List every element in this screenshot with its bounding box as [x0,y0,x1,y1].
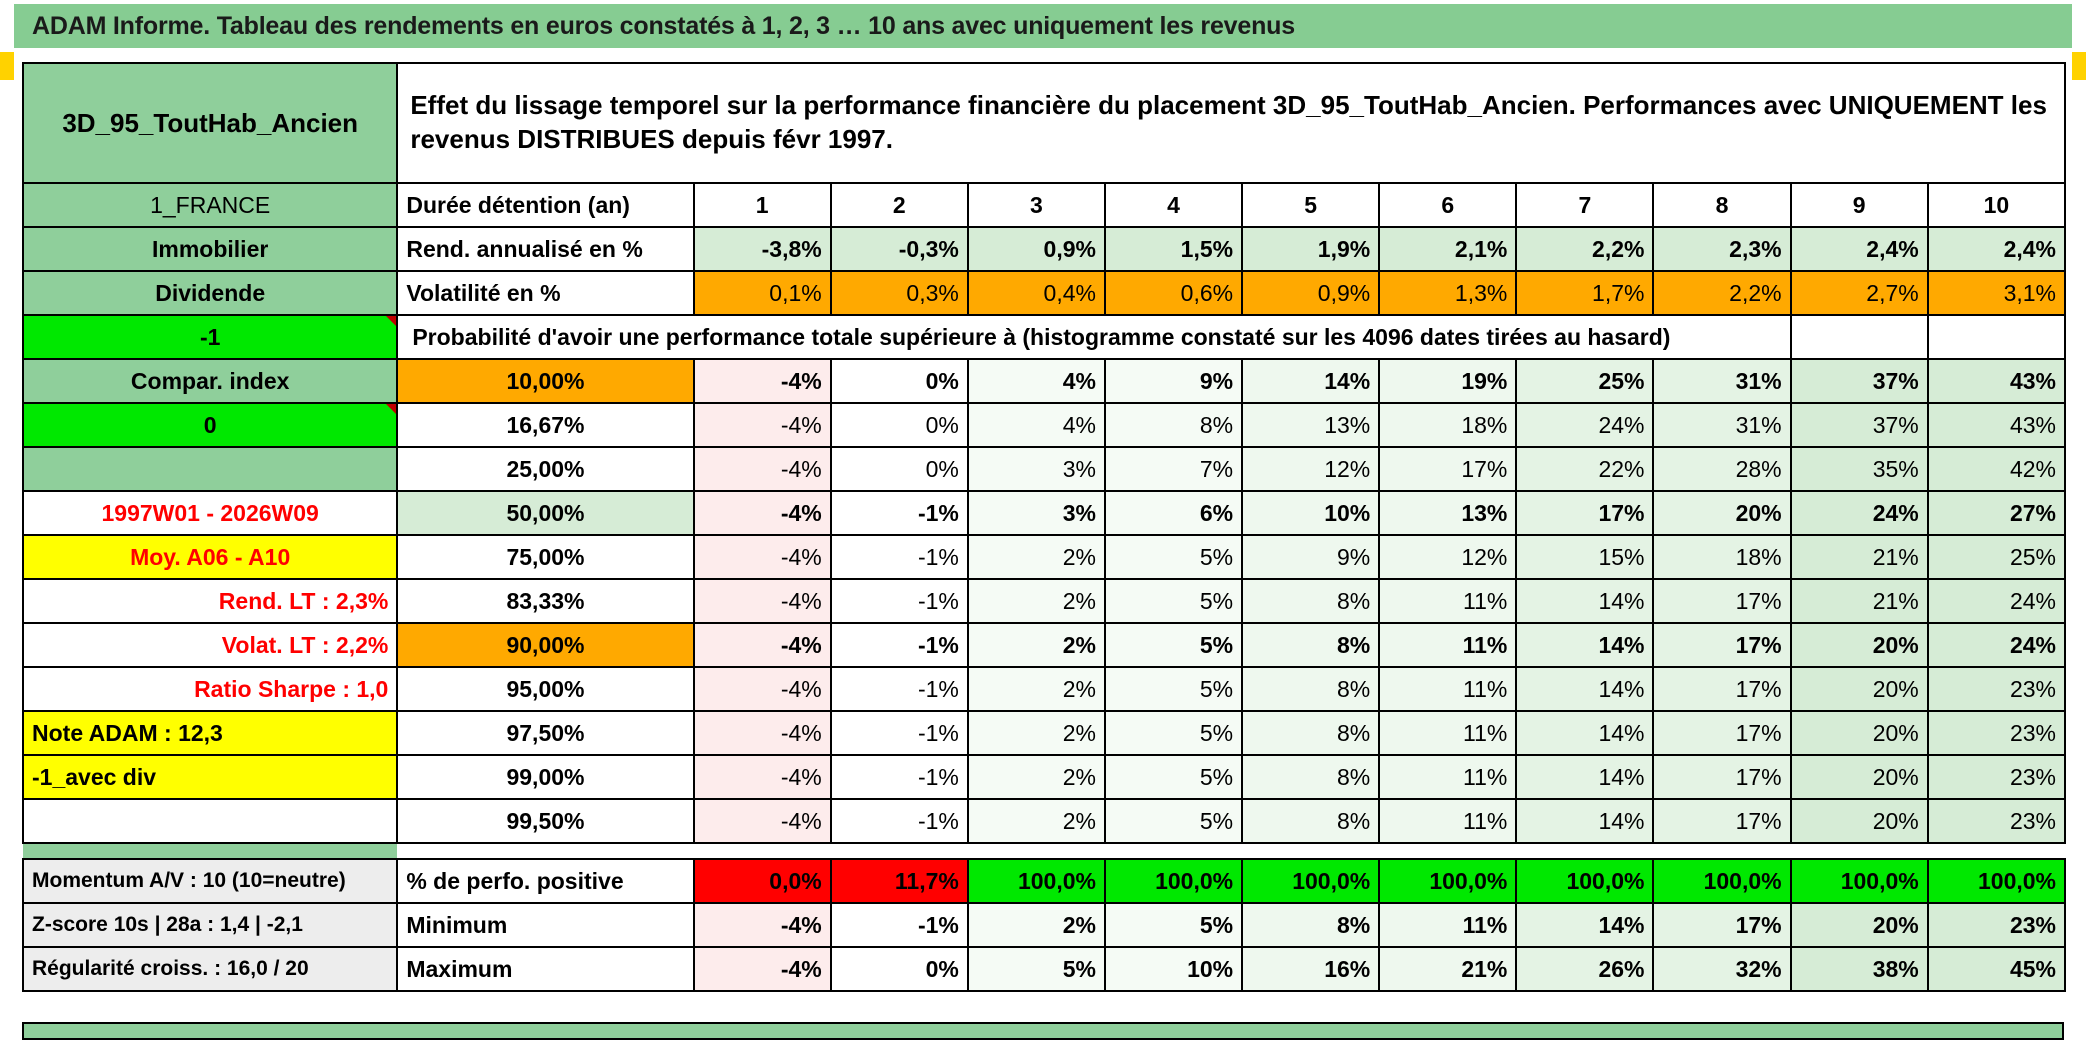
p8-v8: 17% [1653,711,1790,755]
percentile-label-5: 83,33% [397,579,693,623]
p9-v1: -4% [694,755,831,799]
sidebar-regularite: Régularité croiss. : 16,0 / 20 [23,947,397,991]
p2-v7: 22% [1516,447,1653,491]
min-v2: -1% [831,903,968,947]
positive-label: % de perfo. positive [397,859,693,903]
volatility-v2: 0,3% [831,271,968,315]
min-v7: 14% [1516,903,1653,947]
annualised-v1: -3,8% [694,227,831,271]
min-v8: 17% [1653,903,1790,947]
p8-v4: 5% [1105,711,1242,755]
sidebar-compare-index: Compar. index [23,359,397,403]
year-col-10: 10 [1928,183,2065,227]
product-name-cell: 3D_95_ToutHab_Ancien [23,63,397,183]
min-v5: 8% [1242,903,1379,947]
p2-v4: 7% [1105,447,1242,491]
bottom-green-strip [22,1022,2064,1040]
p3-v9: 24% [1791,491,1928,535]
year-col-7: 7 [1516,183,1653,227]
p5-v4: 5% [1105,579,1242,623]
max-v7: 26% [1516,947,1653,991]
p8-v7: 14% [1516,711,1653,755]
p6-v7: 14% [1516,623,1653,667]
sidebar-blank-2 [23,799,397,843]
sidebar-index-code: -1 [23,315,397,359]
p4-v3: 2% [968,535,1105,579]
p10-v2: -1% [831,799,968,843]
p9-v2: -1% [831,755,968,799]
table-row-proba-banner [23,315,2065,359]
percentile-label-2: 25,00% [397,447,693,491]
p9-v6: 11% [1379,755,1516,799]
p6-v5: 8% [1242,623,1379,667]
right-edge-strip [2072,0,2086,1044]
annualised-v5: 1,9% [1242,227,1379,271]
p5-v2: -1% [831,579,968,623]
volatility-label: Volatilité en % [397,271,693,315]
p6-v1: -4% [694,623,831,667]
percentile-label-1: 16,67% [397,403,693,447]
table-row-header [23,63,2065,183]
p7-v8: 17% [1653,667,1790,711]
sidebar-moy: Moy. A06 - A10 [23,535,397,579]
p5-v6: 11% [1379,579,1516,623]
p1-v7: 24% [1516,403,1653,447]
annualised-v9: 2,4% [1791,227,1928,271]
p0-v4: 9% [1105,359,1242,403]
table-row-positive [23,859,2065,903]
sidebar-note-adam: Note ADAM : 12,3 [23,711,397,755]
p1-v5: 13% [1242,403,1379,447]
p8-v6: 11% [1379,711,1516,755]
table-row-minimum [23,903,2065,947]
max-v6: 21% [1379,947,1516,991]
sidebar-volat-lt: Volat. LT : 2,2% [23,623,397,667]
pos-v4: 100,0% [1105,859,1242,903]
percentile-label-7: 95,00% [397,667,693,711]
volatility-v5: 0,9% [1242,271,1379,315]
p8-v3: 2% [968,711,1105,755]
table-row-percentile-8333 [23,579,2065,623]
sidebar-asset: Immobilier [23,227,397,271]
year-col-8: 8 [1653,183,1790,227]
table-row-percentile-995 [23,799,2065,843]
min-v4: 5% [1105,903,1242,947]
p5-v10: 24% [1928,579,2065,623]
p3-v10: 27% [1928,491,2065,535]
max-v5: 16% [1242,947,1379,991]
p4-v5: 9% [1242,535,1379,579]
percentile-label-3: 50,00% [397,491,693,535]
table-row-volatility [23,271,2065,315]
min-v6: 11% [1379,903,1516,947]
p3-v4: 6% [1105,491,1242,535]
percentile-label-10: 99,50% [397,799,693,843]
p6-v4: 5% [1105,623,1242,667]
pos-v10: 100,0% [1928,859,2065,903]
p3-v8: 20% [1653,491,1790,535]
left-edge-strip [0,0,14,1044]
volatility-v7: 1,7% [1516,271,1653,315]
p10-v1: -4% [694,799,831,843]
p5-v9: 21% [1791,579,1928,623]
p4-v2: -1% [831,535,968,579]
p0-v7: 25% [1516,359,1653,403]
p8-v9: 20% [1791,711,1928,755]
results-table [22,62,2066,992]
volatility-v6: 1,3% [1379,271,1516,315]
table-row-percentile-975 [23,711,2065,755]
p9-v10: 23% [1928,755,2065,799]
table-row-percentile-90 [23,623,2065,667]
p9-v4: 5% [1105,755,1242,799]
p0-v1: -4% [694,359,831,403]
p10-v9: 20% [1791,799,1928,843]
percentile-label-6: 90,00% [397,623,693,667]
p7-v4: 5% [1105,667,1242,711]
p3-v7: 17% [1516,491,1653,535]
p2-v3: 3% [968,447,1105,491]
annualised-v4: 1,5% [1105,227,1242,271]
table-row-percentile-1667 [23,403,2065,447]
p1-v8: 31% [1653,403,1790,447]
p8-v5: 8% [1242,711,1379,755]
page-title: ADAM Informe. Tableau des rendements en euros constatés à 1, 2, 3 … 10 ans avec uniquement les revenus [32,11,1295,40]
report-title-bar [14,4,2072,48]
table-row-years [23,183,2065,227]
p10-v7: 14% [1516,799,1653,843]
max-v9: 38% [1791,947,1928,991]
sidebar-avec-div: -1_avec div [23,755,397,799]
p0-v5: 14% [1242,359,1379,403]
proba-banner-pad2 [1928,315,2065,359]
pos-v1: 0,0% [694,859,831,903]
right-yellow-marker [2072,52,2086,80]
p4-v8: 18% [1653,535,1790,579]
p4-v7: 15% [1516,535,1653,579]
p10-v3: 2% [968,799,1105,843]
maximum-label: Maximum [397,947,693,991]
volatility-v10: 3,1% [1928,271,2065,315]
volatility-v9: 2,7% [1791,271,1928,315]
pos-v5: 100,0% [1242,859,1379,903]
p0-v9: 37% [1791,359,1928,403]
sidebar-blank-1 [23,447,397,491]
year-col-2: 2 [831,183,968,227]
p1-v4: 8% [1105,403,1242,447]
min-v3: 2% [968,903,1105,947]
max-v2: 0% [831,947,968,991]
min-v1: -4% [694,903,831,947]
p6-v6: 11% [1379,623,1516,667]
p3-v5: 10% [1242,491,1379,535]
p10-v10: 23% [1928,799,2065,843]
table-row-percentile-10 [23,359,2065,403]
volatility-v8: 2,2% [1653,271,1790,315]
max-v10: 45% [1928,947,2065,991]
year-col-5: 5 [1242,183,1379,227]
sidebar-momentum: Momentum A/V : 10 (10=neutre) [23,859,397,903]
p0-v6: 19% [1379,359,1516,403]
year-col-4: 4 [1105,183,1242,227]
annualised-v3: 0,9% [968,227,1105,271]
annualised-v8: 2,3% [1653,227,1790,271]
p5-v8: 17% [1653,579,1790,623]
pos-v3: 100,0% [968,859,1105,903]
p8-v1: -4% [694,711,831,755]
p8-v10: 23% [1928,711,2065,755]
pos-v7: 100,0% [1516,859,1653,903]
p2-v10: 42% [1928,447,2065,491]
p2-v5: 12% [1242,447,1379,491]
sidebar-country: 1_FRANCE [23,183,397,227]
annualised-v6: 2,1% [1379,227,1516,271]
percentile-label-4: 75,00% [397,535,693,579]
p9-v5: 8% [1242,755,1379,799]
duration-label: Durée détention (an) [397,183,693,227]
table-row-percentile-50 [23,491,2065,535]
sidebar-period: 1997W01 - 2026W09 [23,491,397,535]
p4-v9: 21% [1791,535,1928,579]
annualised-v2: -0,3% [831,227,968,271]
p9-v8: 17% [1653,755,1790,799]
p2-v1: -4% [694,447,831,491]
p7-v2: -1% [831,667,968,711]
table-row-percentile-25 [23,447,2065,491]
p9-v7: 14% [1516,755,1653,799]
p9-v9: 20% [1791,755,1928,799]
p1-v2: 0% [831,403,968,447]
minimum-label: Minimum [397,903,693,947]
p0-v2: 0% [831,359,968,403]
volatility-v3: 0,4% [968,271,1105,315]
year-col-3: 3 [968,183,1105,227]
p6-v2: -1% [831,623,968,667]
annualised-label: Rend. annualisé en % [397,227,693,271]
p10-v4: 5% [1105,799,1242,843]
year-col-1: 1 [694,183,831,227]
p3-v6: 13% [1379,491,1516,535]
p0-v10: 43% [1928,359,2065,403]
max-v4: 10% [1105,947,1242,991]
volatility-v4: 0,6% [1105,271,1242,315]
proba-banner-label: Probabilité d'avoir une performance totale supérieure à (histogramme constaté sur les 4096 dates tirées au hasard) [397,315,1790,359]
p4-v10: 25% [1928,535,2065,579]
p7-v10: 23% [1928,667,2065,711]
sidebar-income-type: Dividende [23,271,397,315]
p0-v3: 4% [968,359,1105,403]
percentile-label-0: 10,00% [397,359,693,403]
table-row-percentile-75 [23,535,2065,579]
p1-v10: 43% [1928,403,2065,447]
pos-v6: 100,0% [1379,859,1516,903]
p4-v6: 12% [1379,535,1516,579]
percentile-label-9: 99,00% [397,755,693,799]
annualised-v10: 2,4% [1928,227,2065,271]
p1-v6: 18% [1379,403,1516,447]
product-description-cell: Effet du lissage temporel sur la performance financière du placement 3D_95_ToutHab_Ancien. Performances avec UNIQUEMENT les revenus DISTRIBUES depuis févr 1997. [397,63,2065,183]
p2-v6: 17% [1379,447,1516,491]
table-row-maximum [23,947,2065,991]
sidebar-ratio-sharpe: Ratio Sharpe : 1,0 [23,667,397,711]
p8-v2: -1% [831,711,968,755]
p5-v5: 8% [1242,579,1379,623]
p7-v6: 11% [1379,667,1516,711]
sidebar-rend-lt: Rend. LT : 2,3% [23,579,397,623]
p5-v7: 14% [1516,579,1653,623]
p4-v1: -4% [694,535,831,579]
p3-v3: 3% [968,491,1105,535]
p7-v9: 20% [1791,667,1928,711]
pos-v8: 100,0% [1653,859,1790,903]
p3-v2: -1% [831,491,968,535]
left-yellow-marker [0,52,14,80]
p10-v8: 17% [1653,799,1790,843]
min-v10: 23% [1928,903,2065,947]
p10-v6: 11% [1379,799,1516,843]
p9-v3: 2% [968,755,1105,799]
p7-v7: 14% [1516,667,1653,711]
table-row-percentile-99 [23,755,2065,799]
p4-v4: 5% [1105,535,1242,579]
spacer-green-cell [23,843,397,859]
p6-v3: 2% [968,623,1105,667]
max-v1: -4% [694,947,831,991]
p1-v1: -4% [694,403,831,447]
sidebar-zscore: Z-score 10s | 28a : 1,4 | -2,1 [23,903,397,947]
p7-v1: -4% [694,667,831,711]
pos-v9: 100,0% [1791,859,1928,903]
p1-v9: 37% [1791,403,1928,447]
spacer-blank-cell [397,843,2065,859]
max-v8: 32% [1653,947,1790,991]
p5-v1: -4% [694,579,831,623]
p5-v3: 2% [968,579,1105,623]
p6-v9: 20% [1791,623,1928,667]
max-v3: 5% [968,947,1105,991]
p2-v2: 0% [831,447,968,491]
sidebar-zero: 0 [23,403,397,447]
year-col-9: 9 [1791,183,1928,227]
p1-v3: 4% [968,403,1105,447]
year-col-6: 6 [1379,183,1516,227]
annualised-v7: 2,2% [1516,227,1653,271]
p6-v8: 17% [1653,623,1790,667]
p6-v10: 24% [1928,623,2065,667]
p3-v1: -4% [694,491,831,535]
p7-v5: 8% [1242,667,1379,711]
table-row-spacer [23,843,2065,859]
percentile-label-8: 97,50% [397,711,693,755]
min-v9: 20% [1791,903,1928,947]
volatility-v1: 0,1% [694,271,831,315]
p2-v8: 28% [1653,447,1790,491]
p2-v9: 35% [1791,447,1928,491]
proba-banner-pad1 [1791,315,1928,359]
table-row-annualised [23,227,2065,271]
pos-v2: 11,7% [831,859,968,903]
table-row-percentile-95 [23,667,2065,711]
p7-v3: 2% [968,667,1105,711]
p10-v5: 8% [1242,799,1379,843]
p0-v8: 31% [1653,359,1790,403]
